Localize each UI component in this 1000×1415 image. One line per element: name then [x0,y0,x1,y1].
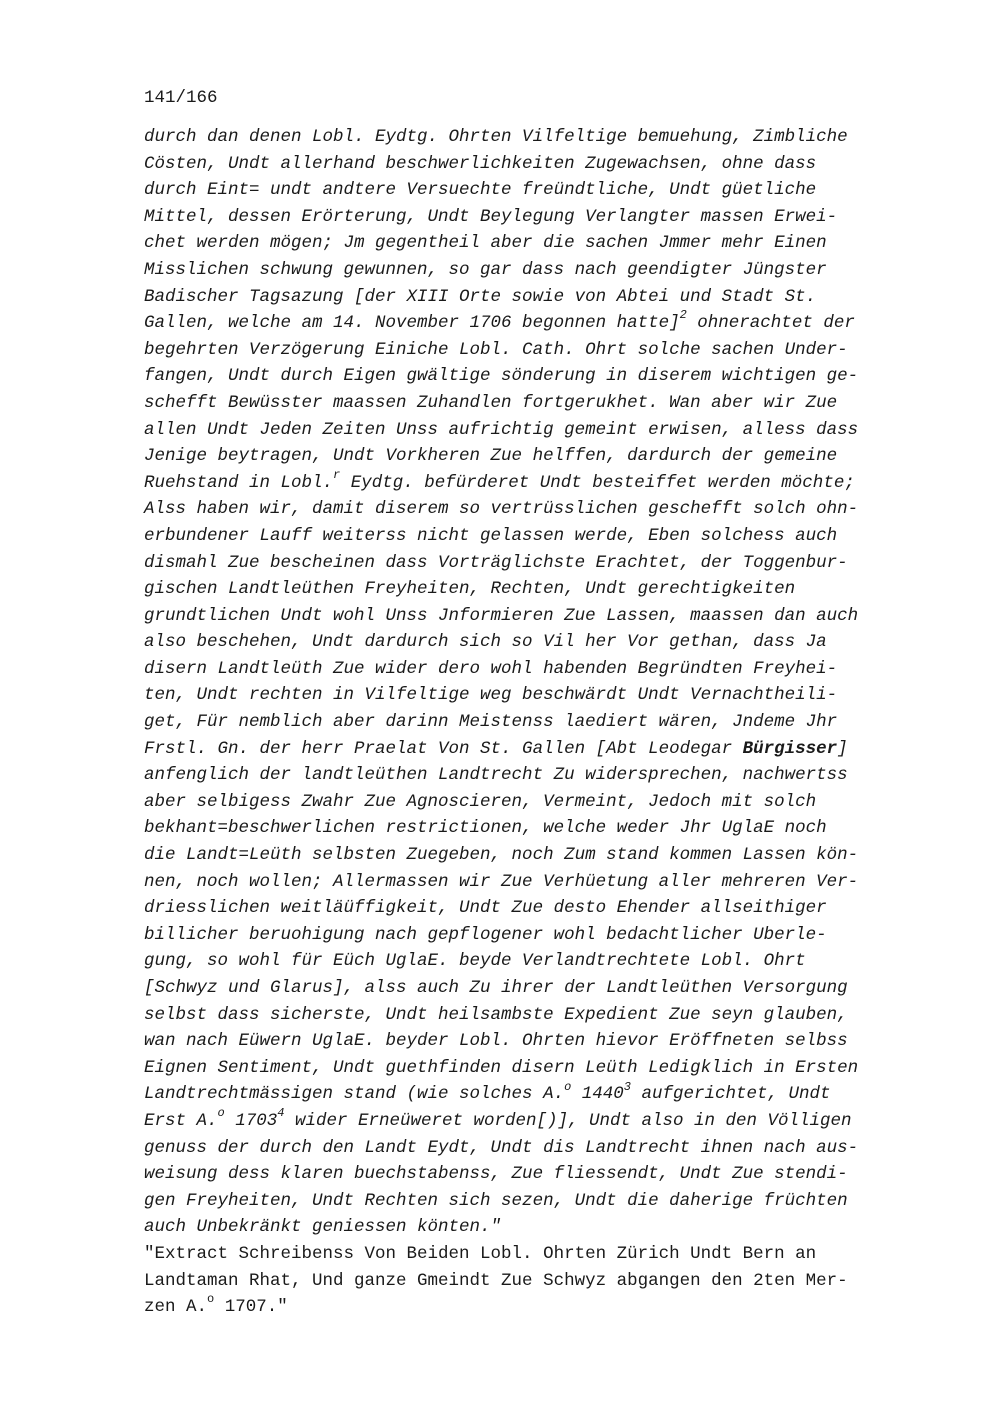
line-text: zen A. [144,1297,208,1318]
text-line [144,1028,934,1055]
line-text: gen Freyheiten, Undt Rechten sich sezen, Undt die daherige früchten [144,1190,848,1211]
text-line [144,1135,934,1162]
text-line [144,603,934,630]
text-line [144,204,934,231]
text-line [144,709,934,736]
line-text: ten, Undt rechten in Vilfeltige weg beschwärdt Undt Vernachtheili- [144,685,838,706]
text-line [144,310,934,337]
text-line [144,257,934,284]
line-text: auch Unbekränkt geniessen könten." [144,1217,502,1238]
text-line [144,284,934,311]
text-line [144,762,934,789]
line-text: ] [837,738,848,759]
text-line [144,151,934,178]
line-text: grundtlichen Undt wohl Unss Jnformieren Zue Lassen, maassen dan auch [144,605,859,626]
line-text: Landtrechtmässigen stand (wie solches A. [144,1084,565,1105]
line-text: Cösten, Undt allerhand beschwerlichkeiten Zugewachsen, ohne dass [144,153,817,174]
line-text: wider Erneüweret worden[)], Undt also in den Völligen [284,1110,852,1131]
superscript: r [333,467,341,482]
line-text: ohnerachtet der [686,313,855,334]
superscript: 3 [623,1079,631,1094]
line-text: Misslichen schwung gewunnen, so gar dass nach geendigter Jüngster [144,259,827,280]
line-text: Gallen, welche am 14. November 1706 begonnen hatte] [144,313,680,334]
quoted-letter-text [144,124,934,1241]
line-text: erbundener Lauff weiterss nicht gelassen werde, Eben solchess auch [144,525,838,546]
line-text: gischen Landtleüthen Freyheiten, Rechten, Undt gerechtigkeiten [144,579,796,600]
letter-citation [144,1241,934,1321]
line-text: chet werden mögen; Jm gegentheil aber die sachen Jmmer mehr Einen [144,233,827,254]
line-text: Frstl. Gn. der herr Praelat Von St. Gallen [Abt Leodegar [144,738,743,759]
text-line [144,467,934,497]
line-text: durch Eint= undt andtere Versuechte freündtliche, Undt güetliche [144,180,817,201]
line-text: gung, so wohl für Eüch UglaE. beyde Verlandtrechtete Lobl. Ohrt [144,951,806,972]
line-text: dismahl Zue bescheinen dass Vorträglichste Erachtet, der Toggenbur- [144,552,848,573]
line-text: also beschehen, Undt dardurch sich so Vil her Vor gethan, dass Ja [144,632,827,653]
line-text: selbst dass sicherste, Undt heilsambste Expedient Zue seyn glauben, [144,1004,848,1025]
line-text: Landtaman Rhat, Und ganze Gmeindt Zue Schwyz abgangen den 2ten Mer- [144,1270,848,1291]
line-text: get, Für nemblich aber darinn Meistenss laediert wären, Jndeme Jhr [144,712,838,733]
text-line [144,337,934,364]
text-line [144,869,934,896]
text-line [144,1294,934,1321]
line-text: Jenige beytragen, Undt Vorkheren Zue helffen, dardurch der gemeine [144,446,838,467]
line-text: wan nach Eüwern UglaE. beyder Lobl. Ohrten hievor Eröffneten selbss [144,1031,848,1052]
line-text: Mittel, dessen Erörterung, Undt Beylegung Verlangter massen Erwei- [144,206,838,227]
line-text: anfenglich der landtleüthen Landtrecht Zu widersprechen, nachwertss [144,765,848,786]
text-line [144,1188,934,1215]
text-line [144,124,934,151]
text-line [144,842,934,869]
superscript: o [564,1079,572,1094]
text-line [144,1055,934,1082]
text-line [144,736,934,763]
line-text: Erst A. [144,1110,218,1131]
bold-name: Bürgisser [742,738,838,759]
line-text: allen Undt Jeden Zeiten Unss aufrichtig gemeint erwisen, alless dass [144,419,859,440]
line-text: 1703 [224,1110,278,1131]
text-line [144,895,934,922]
text-line [144,363,934,390]
text-line [144,789,934,816]
line-text: die Landt=Leüth selbsten Zuegeben, noch Zum stand kommen Lassen kön- [144,845,859,866]
line-text: Ruehstand in Lobl. [144,472,334,493]
line-text: Eydtg. befürderet Undt besteiffet werden möchte; [340,472,855,493]
line-text: billicher beruohigung nach gepflogener wohl bedachtlicher Uberle- [144,924,827,945]
text-line [144,815,934,842]
line-text: driesslichen weitläüffigkeit, Undt Zue desto Ehender allseithiger [144,898,827,919]
line-text: durch dan denen Lobl. Eydtg. Ohrten Vilfeltige bemuehung, Zimbliche [144,127,848,147]
line-text: "Extract Schreibenss Von Beiden Lobl. Ohrten Zürich Undt Bern an [144,1243,817,1264]
text-line [144,975,934,1002]
text-line [144,656,934,683]
text-line [144,682,934,709]
text-line [144,177,934,204]
line-text: genuss der durch den Landt Eydt, Undt dis Landtrecht ihnen nach aus- [144,1137,859,1158]
line-text: Alss haben wir, damit diserem so vertrüsslichen geschefft solch ohn- [144,499,859,520]
text-line [144,417,934,444]
superscript: o [217,1106,225,1121]
text-line [144,629,934,656]
line-text: Eignen Sentiment, Undt guethfinden disern Leüth Ledigklich in Ersten [144,1057,859,1078]
text-line [144,550,934,577]
document-body [144,124,934,1321]
line-text: aber selbigess Zwahr Zue Agnoscieren, Vermeint, Jedoch mit solch [144,791,817,812]
line-text: Badischer Tagsazung [der XIII Orte sowie von Abtei und Stadt St. [144,286,817,307]
page-number: 141/166 [144,88,218,108]
text-line [144,948,934,975]
line-text: 1707." [214,1297,288,1318]
text-line [144,230,934,257]
text-line [144,390,934,417]
text-line [144,1268,934,1295]
superscript: 4 [277,1106,285,1121]
text-line [144,523,934,550]
superscript: o [207,1292,215,1307]
line-text: 1440 [571,1084,624,1105]
line-text: weisung dess klaren buechstabenss, Zue fliessendt, Undt Zue stendi- [144,1164,848,1185]
line-text: nen, noch wollen; Allermassen wir Zue Verhüetung aller mehreren Ver- [144,871,859,892]
line-text: [Schwyz und Glarus], alss auch Zu ihrer der Landtleüthen Versorgung [144,978,848,998]
text-line [144,922,934,949]
text-line [144,1002,934,1029]
text-line [144,1161,934,1188]
line-text: schefft Bewüsster maassen Zuhandlen fortgerukhet. Wan aber wir Zue [144,392,838,413]
line-text: disern Landtleüth Zue wider dero wohl habenden Begründten Freyhei- [144,658,838,679]
text-line [144,1081,934,1108]
line-text: fangen, Undt durch Eigen gwältige sönderung in diserem wichtigen ge- [144,366,859,387]
text-line [144,443,934,470]
text-line [144,576,934,603]
text-line [144,1241,934,1268]
line-text: aufgerichtet, Undt [631,1084,831,1105]
text-line [144,496,934,523]
text-line [144,1108,934,1135]
line-text: bekhant=beschwerlichen restrictionen, welche weder Jhr UglaE noch [144,818,827,839]
line-text: begehrten Verzögerung Einiche Lobl. Cath. Ohrt solche sachen Under- [144,339,848,360]
superscript: 2 [679,308,687,323]
text-line [144,1214,934,1241]
